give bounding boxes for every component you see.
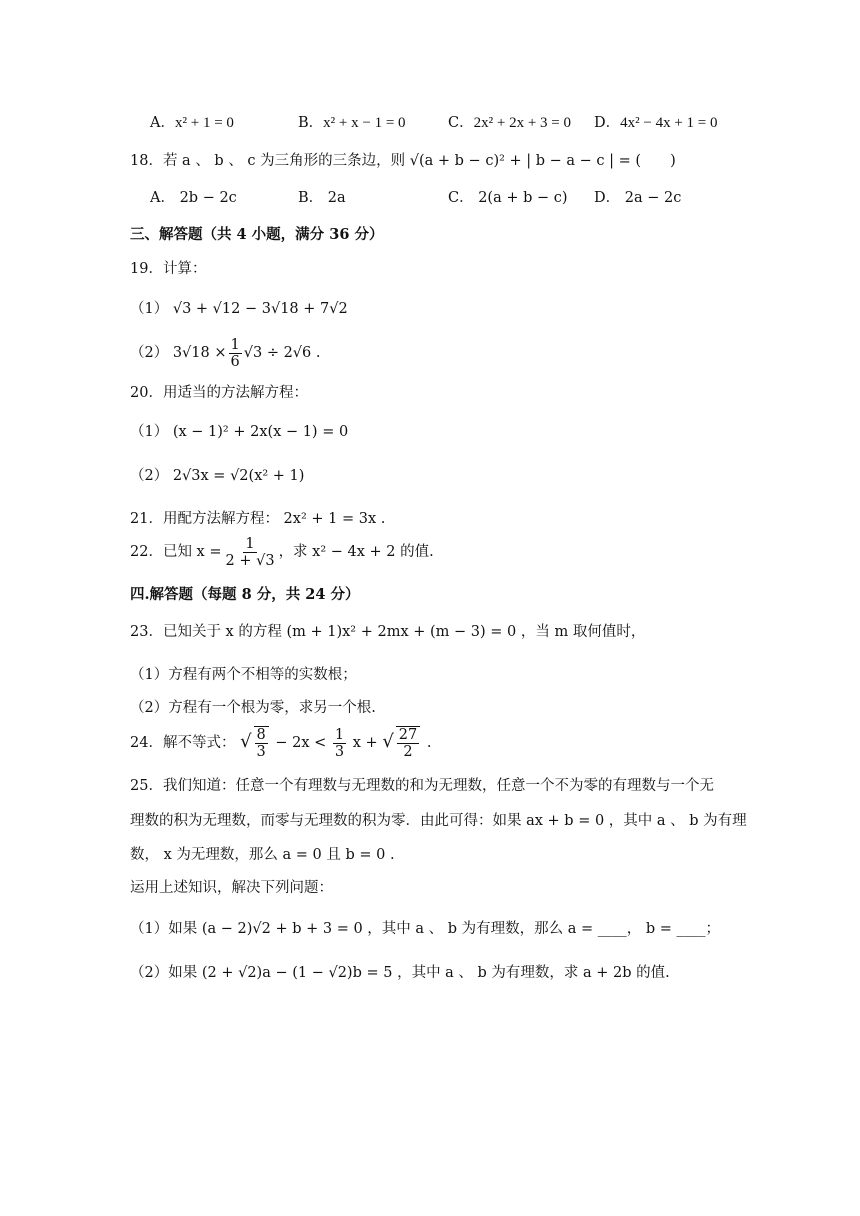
question-19-part-2: （2） 3√18 × $\frac{1}{6}$ √3 ÷ 2√6 . bbox=[130, 336, 321, 370]
question-20-title: 20．用适当的方法解方程： bbox=[130, 385, 308, 401]
fraction: $\frac{1}{2 + √3}$ bbox=[225, 535, 275, 569]
option-b: B． 2a bbox=[298, 190, 346, 206]
option-d: D．4x² − 4x + 1 = 0 bbox=[594, 115, 718, 131]
option-d: D． 2a − 2c bbox=[594, 190, 682, 206]
question-25-part-1: （1）如果 (a − 2)√2 + b + 3 = 0 ，其中 a 、 b 为有理数，那么 a = ____， b = ____； bbox=[130, 921, 721, 937]
question-19-title: 19．计算： bbox=[130, 261, 207, 277]
question-25-line-2: 理数的积为无理数，而零与无理数的积为零．由此可得：如果 ax + b = 0 ，其中 a 、 b 为有理 bbox=[130, 813, 747, 829]
question-20-part-2: （2） 2√3x = √2(x² + 1) bbox=[130, 468, 305, 484]
question-20-part-1: （1） (x − 1)² + 2x(x − 1) = 0 bbox=[130, 424, 349, 440]
question-25-line-4: 运用上述知识，解决下列问题： bbox=[130, 880, 333, 896]
fraction: $\frac{1}{3}$ bbox=[334, 726, 345, 760]
question-25-line-3: 数， x 为无理数，那么 a = 0 且 b = 0 . bbox=[130, 847, 395, 863]
option-a: A． 2b − 2c bbox=[150, 190, 237, 206]
fraction: $\frac{27}{2}$ bbox=[396, 726, 420, 760]
section-4-title: 四.解答题（每题 8 分，共 24 分） bbox=[130, 586, 360, 603]
question-22: 22．已知 x = $\frac{1}{2 + √3}$ ，求 x² − 4x + 2 的值. bbox=[130, 535, 434, 569]
question-24: 24．解不等式： √ $\frac{8}{3}$ − 2x < $\frac{1}{3}$ x + √ $\frac{27}{2}$ . bbox=[130, 726, 432, 760]
option-c: C． 2(a + b − c) bbox=[448, 190, 568, 206]
question-23: 23．已知关于 x 的方程 (m + 1)x² + 2mx + (m − 3) = 0 ，当 m 取何值时， bbox=[130, 624, 646, 640]
question-25-line-1: 25．我们知道：任意一个有理数与无理数的和为无理数，任意一个不为零的有理数与一个无 bbox=[130, 778, 714, 794]
question-18: 18．若 a 、 b 、 c 为三角形的三条边，则 √(a + b − c)² + | b − a − c | = ( ) bbox=[130, 153, 676, 169]
question-21: 21．用配方法解方程： 2x² + 1 = 3x . bbox=[130, 511, 386, 527]
question-25-part-2: （2）如果 (2 + √2)a − (1 − √2)b = 5 ，其中 a 、 b 为有理数，求 a + 2b 的值. bbox=[130, 965, 670, 981]
question-19-part-1: （1） √3 + √12 − 3√18 + 7√2 bbox=[130, 301, 348, 317]
fraction: $\frac{1}{6}$ bbox=[230, 336, 240, 370]
question-23-part-2: （2）方程有一个根为零，求另一个根. bbox=[130, 700, 376, 716]
question-23-part-1: （1）方程有两个不相等的实数根； bbox=[130, 667, 357, 683]
fraction: $\frac{8}{3}$ bbox=[254, 726, 269, 760]
option-a: A．x² + 1 = 0 bbox=[150, 115, 234, 131]
section-3-title: 三、解答题（共 4 小题，满分 36 分） bbox=[130, 226, 384, 243]
option-c: C．2x² + 2x + 3 = 0 bbox=[448, 115, 571, 131]
option-b: B．x² + x − 1 = 0 bbox=[298, 115, 406, 131]
